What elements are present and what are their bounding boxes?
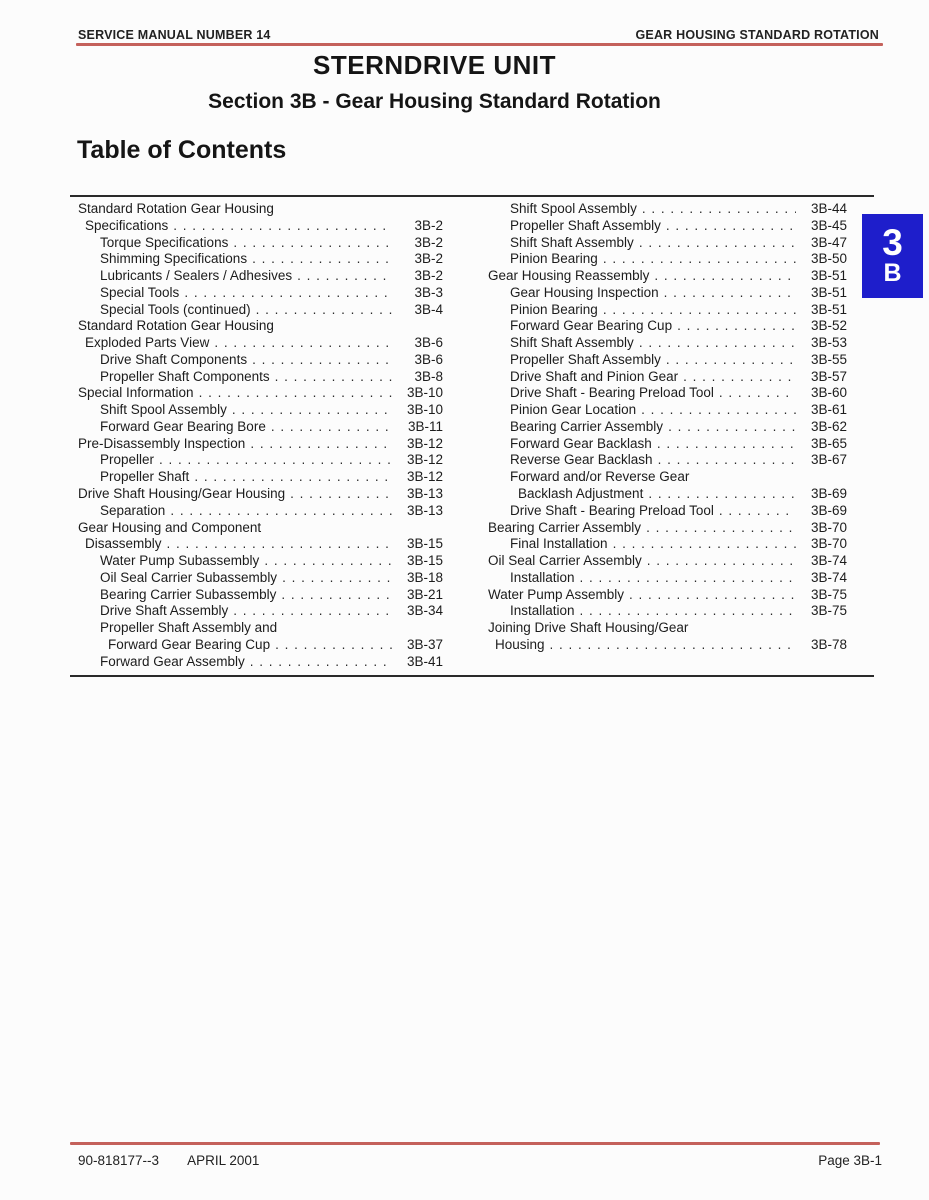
toc-entry-label: Water Pump Subassembly: [100, 553, 260, 569]
toc-leader-dots: [603, 302, 796, 319]
toc-entry-label: Torque Specifications: [100, 234, 229, 250]
toc-entry-page: 3B-21: [406, 586, 443, 602]
toc-leader-dots: [194, 469, 392, 486]
toc-leader-dots: [639, 335, 796, 352]
toc-leader-dots: [603, 251, 796, 268]
toc-entry: [488, 235, 847, 252]
toc-entry-page: 3B-75: [810, 586, 847, 602]
toc-entry-page: 3B-60: [810, 385, 847, 401]
toc-entry-page: 3B-47: [810, 234, 847, 250]
toc-entry: [78, 251, 443, 268]
toc-entry-page: 3B-69: [810, 486, 847, 502]
toc-entry-label: Propeller Shaft: [100, 469, 190, 485]
toc-leader-dots: [233, 603, 392, 620]
toc-entry: [78, 603, 443, 620]
toc-leader-dots: [271, 419, 392, 436]
toc-entry-label: Pinion Bearing: [510, 301, 598, 317]
toc-entry: [78, 486, 443, 503]
toc-entry-page: 3B-50: [810, 251, 847, 267]
toc-leader-dots: [719, 503, 796, 520]
toc-leader-dots: [647, 553, 796, 570]
table-of-contents: [78, 201, 847, 670]
toc-leader-dots: [629, 587, 796, 604]
toc-entry: [488, 285, 847, 302]
toc-entry: [78, 654, 443, 671]
toc-entry: [78, 318, 443, 335]
toc-entry-page: 3B-62: [810, 418, 847, 434]
toc-entry-label: Propeller Shaft Assembly and: [100, 620, 278, 636]
toc-leader-dots: [658, 452, 796, 469]
toc-entry-label: Drive Shaft Housing/Gear Housing: [78, 486, 286, 502]
toc-entry: [78, 335, 443, 352]
toc-entry: [78, 469, 443, 486]
toc-leader-dots: [677, 318, 796, 335]
toc-entry: [78, 452, 443, 469]
toc-entry: [78, 536, 443, 553]
toc-bottom-rule: [70, 675, 874, 677]
footer-page-number: Page 3B-1: [818, 1153, 882, 1168]
toc-entry: [78, 235, 443, 252]
toc-entry-page: 3B-2: [414, 268, 443, 284]
toc-entry: [488, 520, 847, 537]
toc-heading: Table of Contents: [77, 136, 287, 164]
toc-leader-dots: [664, 285, 796, 302]
toc-entry-label: Drive Shaft - Bearing Preload Tool: [510, 385, 714, 401]
toc-entry-page: 3B-51: [810, 284, 847, 300]
page-subtitle: Section 3B - Gear Housing Standard Rotation: [208, 90, 661, 113]
toc-entry-page: 3B-15: [406, 553, 443, 569]
toc-leader-dots: [167, 536, 392, 553]
toc-entry-label: Pinion Gear Location: [510, 402, 637, 418]
toc-entry: [78, 369, 443, 386]
toc-leader-dots: [173, 218, 392, 235]
toc-entry-page: 3B-13: [406, 486, 443, 502]
toc-leader-dots: [252, 352, 392, 369]
toc-entry: [488, 419, 847, 436]
toc-top-rule: [70, 195, 874, 197]
toc-leader-dots: [250, 436, 392, 453]
footer-doc-number: 90-818177--3: [78, 1153, 160, 1168]
toc-entry-label: Gear Housing Inspection: [510, 284, 659, 300]
toc-entry-page: 3B-2: [414, 234, 443, 250]
toc-leader-dots: [668, 419, 796, 436]
toc-leader-dots: [683, 369, 796, 386]
toc-entry-page: 3B-34: [406, 603, 443, 619]
toc-entry: [78, 385, 443, 402]
footer-left-group: [78, 1153, 259, 1168]
toc-entry-label: Forward Gear Bearing Cup: [510, 318, 673, 334]
toc-left-column: [78, 201, 443, 670]
toc-entry: [488, 553, 847, 570]
header-right-text: GEAR HOUSING STANDARD ROTATION: [635, 28, 879, 42]
toc-entry-label: Shift Spool Assembly: [100, 402, 227, 418]
toc-entry-page: 3B-51: [810, 301, 847, 317]
toc-entry: [78, 436, 443, 453]
toc-entry-label: Propeller Shaft Assembly: [510, 351, 661, 367]
toc-entry-label: Special Tools (continued): [100, 301, 251, 317]
toc-entry: [488, 335, 847, 352]
toc-entry: [488, 637, 847, 654]
section-tab-3b: [862, 214, 923, 298]
toc-entry: [488, 385, 847, 402]
toc-leader-dots: [199, 385, 392, 402]
toc-entry: [78, 285, 443, 302]
toc-leader-dots: [648, 486, 796, 503]
toc-entry-label: Forward Gear Bearing Cup: [108, 636, 271, 652]
toc-leader-dots: [250, 654, 392, 671]
toc-entry: [488, 570, 847, 587]
toc-entry-label: Disassembly: [85, 536, 162, 552]
toc-entry-page: 3B-12: [406, 435, 443, 451]
toc-entry: [488, 369, 847, 386]
toc-entry-label: Shift Shaft Assembly: [510, 234, 634, 250]
toc-entry: [488, 452, 847, 469]
toc-entry: [488, 469, 847, 486]
toc-entry-label: Propeller Shaft Assembly: [510, 217, 661, 233]
toc-entry-label: Installation: [510, 569, 575, 585]
toc-leader-dots: [580, 603, 796, 620]
toc-leader-dots: [233, 235, 392, 252]
toc-entry-label: Drive Shaft Components: [100, 351, 248, 367]
toc-entry: [78, 352, 443, 369]
toc-leader-dots: [232, 402, 392, 419]
toc-entry-page: 3B-51: [810, 268, 847, 284]
toc-entry-label: Bearing Carrier Assembly: [510, 418, 664, 434]
page-title: STERNDRIVE UNIT: [313, 50, 556, 80]
toc-entry-label: Standard Rotation Gear Housing: [78, 318, 274, 334]
toc-entry-page: 3B-55: [810, 351, 847, 367]
toc-entry: [488, 318, 847, 335]
toc-entry-label: Standard Rotation Gear Housing: [78, 201, 274, 216]
toc-entry-page: 3B-78: [810, 636, 847, 652]
toc-entry-label: Pre-Disassembly Inspection: [78, 435, 246, 451]
toc-entry: [78, 620, 443, 637]
footer-date: APRIL 2001: [187, 1153, 260, 1168]
toc-leader-dots: [275, 637, 392, 654]
toc-entry: [488, 302, 847, 319]
toc-entry-label: Forward Gear Bearing Bore: [100, 418, 266, 434]
toc-entry-page: 3B-61: [810, 402, 847, 418]
toc-entry: [78, 587, 443, 604]
toc-entry-label: Drive Shaft - Bearing Preload Tool: [510, 502, 714, 518]
running-header: [78, 28, 879, 42]
toc-leader-dots: [657, 436, 796, 453]
toc-entry-label: Drive Shaft Assembly: [100, 603, 229, 619]
toc-leader-dots: [654, 268, 796, 285]
toc-leader-dots: [646, 520, 796, 537]
toc-entry: [78, 302, 443, 319]
toc-entry-label: Shift Shaft Assembly: [510, 335, 634, 351]
toc-entry: [488, 486, 847, 503]
toc-right-column: [488, 201, 847, 670]
section-tab-letter: B: [883, 259, 902, 287]
toc-entry-page: 3B-37: [406, 636, 443, 652]
toc-entry: [488, 436, 847, 453]
toc-entry-page: 3B-57: [810, 368, 847, 384]
toc-entry: [488, 251, 847, 268]
toc-leader-dots: [256, 302, 392, 319]
toc-leader-dots: [666, 352, 796, 369]
toc-entry-label: Joining Drive Shaft Housing/Gear: [488, 620, 689, 636]
toc-entry-page: 3B-12: [406, 452, 443, 468]
toc-entry: [78, 503, 443, 520]
toc-entry-page: 3B-10: [406, 402, 443, 418]
toc-entry: [78, 402, 443, 419]
toc-leader-dots: [613, 536, 796, 553]
toc-entry: [78, 637, 443, 654]
toc-entry-label: Pinion Bearing: [510, 251, 598, 267]
toc-entry-page: 3B-12: [406, 469, 443, 485]
toc-entry: [78, 520, 443, 537]
toc-leader-dots: [252, 251, 392, 268]
toc-entry-label: Reverse Gear Backlash: [510, 452, 653, 468]
toc-entry: [488, 218, 847, 235]
toc-entry: [488, 352, 847, 369]
toc-leader-dots: [580, 570, 796, 587]
toc-entry-label: Bearing Carrier Subassembly: [100, 586, 277, 602]
toc-entry-label: Drive Shaft and Pinion Gear: [510, 368, 679, 384]
toc-entry-page: 3B-52: [810, 318, 847, 334]
toc-entry-page: 3B-2: [414, 251, 443, 267]
toc-entry: [78, 553, 443, 570]
toc-entry-page: 3B-65: [810, 435, 847, 451]
toc-entry-page: 3B-3: [414, 284, 443, 300]
toc-entry-label: Special Information: [78, 385, 194, 401]
footer-red-rule: [70, 1142, 880, 1145]
toc-entry: [78, 268, 443, 285]
toc-leader-dots: [639, 235, 796, 252]
toc-entry-page: 3B-2: [414, 217, 443, 233]
toc-entry-page: 3B-75: [810, 603, 847, 619]
toc-entry: [488, 536, 847, 553]
toc-entry-label: Propeller: [100, 452, 155, 468]
toc-entry-page: 3B-67: [810, 452, 847, 468]
toc-entry-page: 3B-53: [810, 335, 847, 351]
toc-entry-label: Bearing Carrier Assembly: [488, 519, 642, 535]
toc-entry: [488, 268, 847, 285]
toc-entry: [488, 402, 847, 419]
header-red-rule: [76, 43, 883, 46]
toc-entry-label: Exploded Parts View: [85, 335, 210, 351]
toc-leader-dots: [719, 385, 796, 402]
toc-entry: [488, 201, 847, 218]
toc-entry-label: Gear Housing Reassembly: [488, 268, 650, 284]
toc-entry-label: Shift Spool Assembly: [510, 201, 637, 216]
toc-entry-page: 3B-70: [810, 519, 847, 535]
toc-entry: [488, 503, 847, 520]
toc-leader-dots: [184, 285, 392, 302]
toc-entry-label: Lubricants / Sealers / Adhesives: [100, 268, 293, 284]
toc-entry-label: Oil Seal Carrier Subassembly: [100, 569, 278, 585]
toc-leader-dots: [666, 218, 796, 235]
toc-leader-dots: [214, 335, 392, 352]
toc-entry-page: 3B-6: [414, 351, 443, 367]
toc-entry-page: 3B-13: [406, 502, 443, 518]
toc-entry-label: Final Installation: [510, 536, 608, 552]
toc-entry-label: Backlash Adjustment: [518, 486, 644, 502]
toc-entry: [78, 218, 443, 235]
toc-entry-page: 3B-4: [414, 301, 443, 317]
toc-entry: [488, 620, 847, 637]
toc-entry: [78, 201, 443, 218]
toc-entry-label: Forward Gear Assembly: [100, 653, 245, 669]
toc-entry-page: 3B-18: [406, 569, 443, 585]
toc-leader-dots: [642, 201, 796, 218]
toc-entry-page: 3B-74: [810, 553, 847, 569]
toc-entry-label: Special Tools: [100, 284, 180, 300]
toc-entry-label: Specifications: [85, 217, 169, 233]
toc-leader-dots: [170, 503, 392, 520]
toc-entry: [488, 587, 847, 604]
toc-leader-dots: [290, 486, 392, 503]
toc-leader-dots: [641, 402, 796, 419]
toc-entry: [78, 570, 443, 587]
toc-entry-page: 3B-11: [407, 418, 443, 434]
toc-entry-label: Oil Seal Carrier Assembly: [488, 553, 642, 569]
toc-entry: [78, 419, 443, 436]
toc-entry-label: Installation: [510, 603, 575, 619]
toc-entry-label: Forward and/or Reverse Gear: [510, 469, 690, 485]
toc-entry-label: Shimming Specifications: [100, 251, 248, 267]
toc-entry-label: Propeller Shaft Components: [100, 368, 270, 384]
toc-entry-label: Separation: [100, 502, 166, 518]
toc-entry-label: Housing: [495, 636, 545, 652]
header-left-text: SERVICE MANUAL NUMBER 14: [78, 28, 271, 42]
toc-entry-page: 3B-70: [810, 536, 847, 552]
toc-entry-page: 3B-45: [810, 217, 847, 233]
toc-entry-page: 3B-15: [406, 536, 443, 552]
toc-entry-page: 3B-10: [406, 385, 443, 401]
running-footer: [78, 1153, 882, 1168]
toc-entry-label: Water Pump Assembly: [488, 586, 625, 602]
section-tab-number: 3: [882, 222, 903, 263]
toc-leader-dots: [264, 553, 392, 570]
toc-entry-page: 3B-44: [810, 201, 847, 216]
toc-leader-dots: [159, 452, 392, 469]
toc-entry-page: 3B-6: [414, 335, 443, 351]
toc-entry-page: 3B-69: [810, 502, 847, 518]
toc-entry-page: 3B-8: [414, 368, 443, 384]
toc-entry-page: 3B-74: [810, 569, 847, 585]
toc-entry-label: Gear Housing and Component: [78, 519, 262, 535]
toc-entry-page: 3B-41: [406, 653, 443, 669]
toc-leader-dots: [282, 570, 392, 587]
toc-leader-dots: [297, 268, 392, 285]
toc-leader-dots: [550, 637, 796, 654]
toc-entry-label: Forward Gear Backlash: [510, 435, 652, 451]
toc-leader-dots: [275, 369, 392, 386]
toc-leader-dots: [281, 587, 392, 604]
toc-entry: [488, 603, 847, 620]
